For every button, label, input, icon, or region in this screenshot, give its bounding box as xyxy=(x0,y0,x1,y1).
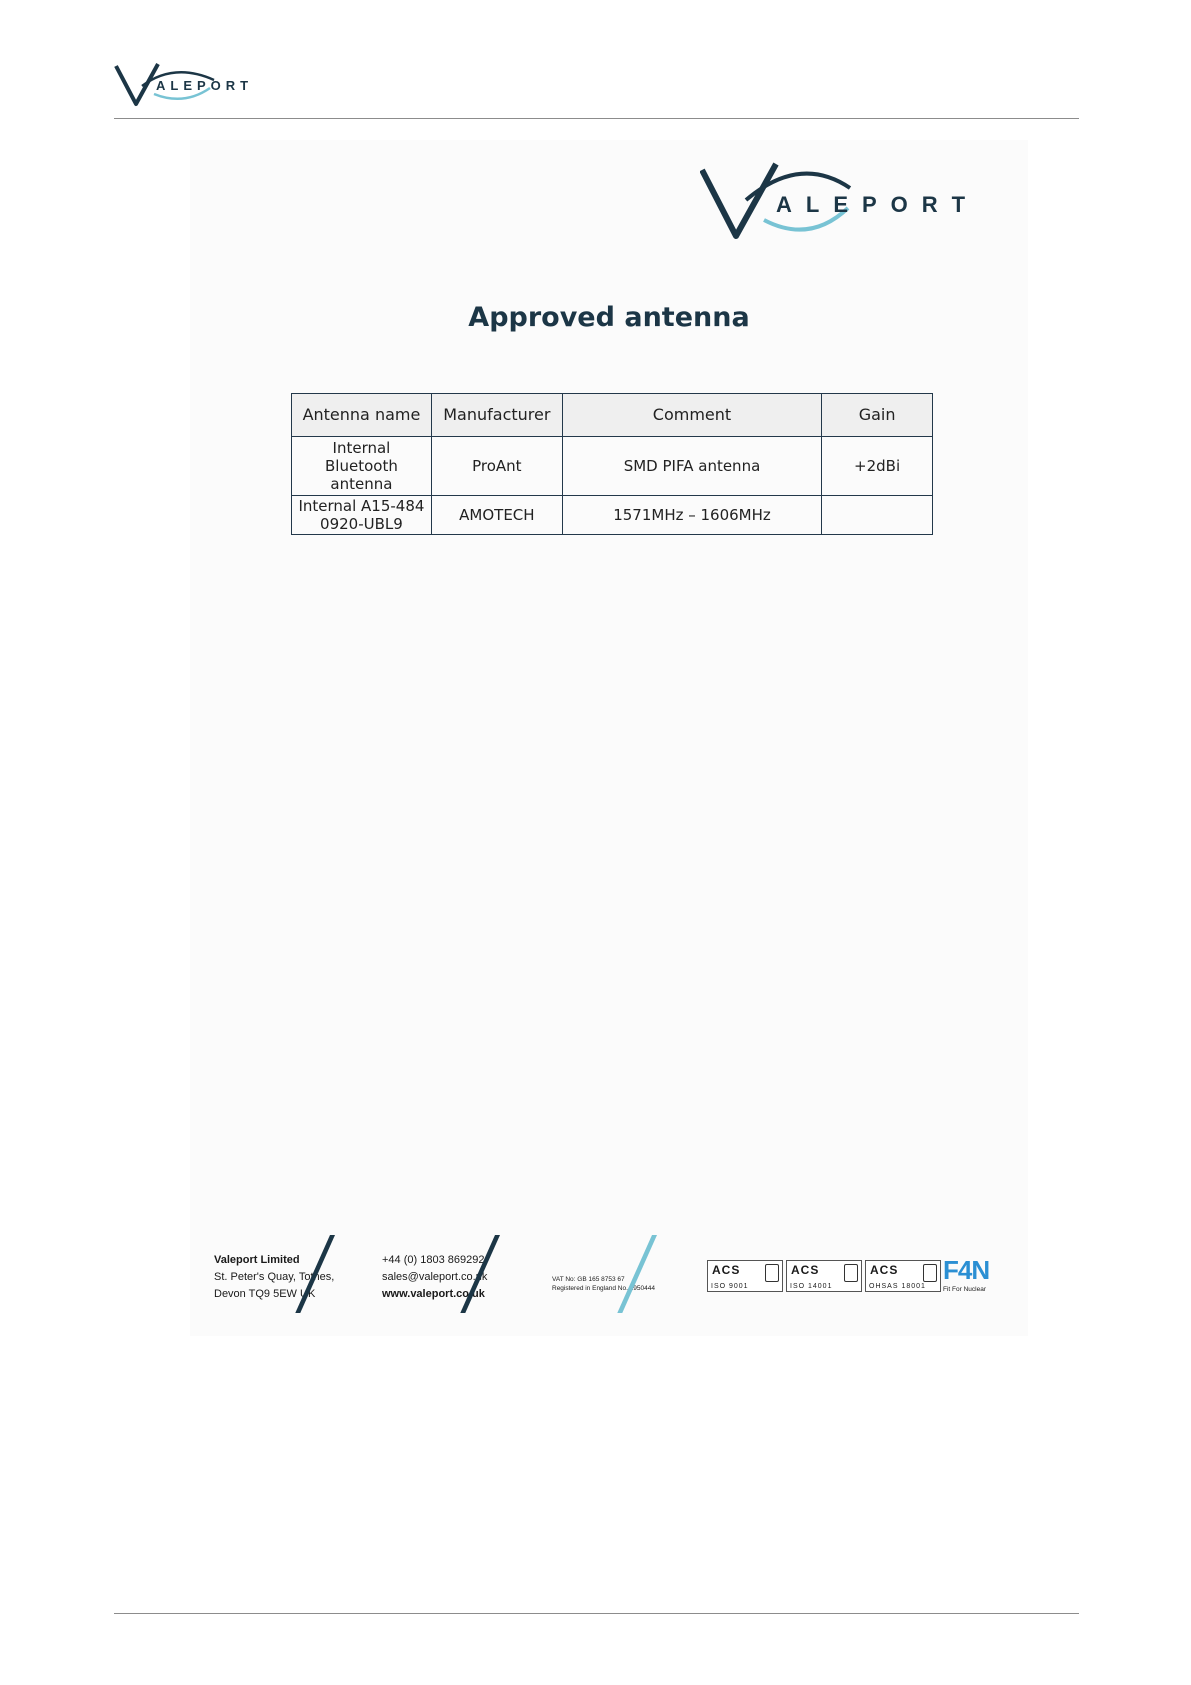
svg-text:ALEPORT: ALEPORT xyxy=(156,78,254,93)
vat-number: VAT No: GB 165 8753 67 xyxy=(552,1276,625,1283)
email-address[interactable]: sales@valeport.co.uk xyxy=(382,1271,488,1283)
address-line-2: Devon TQ9 5EW UK xyxy=(214,1288,316,1300)
f4n-logo: F4N xyxy=(943,1255,990,1285)
column-header-gain: Gain xyxy=(822,394,933,437)
sheet-footer xyxy=(210,1235,1010,1315)
ukas-seal-icon xyxy=(765,1264,779,1282)
footer-divider xyxy=(114,1613,1079,1614)
cell-antenna-name: Internal Bluetooth antenna xyxy=(292,437,432,496)
cell-comment: 1571MHz – 1606MHz xyxy=(562,496,821,535)
address-line-1: St. Peter's Quay, Totnes, xyxy=(214,1271,335,1283)
certification-badge xyxy=(707,1260,783,1292)
cell-gain xyxy=(822,496,933,535)
column-header-antenna-name: Antenna name xyxy=(292,394,432,437)
page-title: Approved antenna xyxy=(468,302,750,333)
registration-number: Registered in England No. 1950444 xyxy=(552,1285,655,1292)
svg-text:ALEPORT: ALEPORT xyxy=(776,192,980,217)
f4n-tagline: Fit For Nuclear xyxy=(943,1286,986,1293)
certification-standard: ISO 9001 xyxy=(711,1283,749,1290)
ukas-seal-icon xyxy=(923,1264,937,1282)
cell-manufacturer: AMOTECH xyxy=(431,496,562,535)
acs-mark: ACS xyxy=(870,1263,899,1277)
certification-standard: ISO 14001 xyxy=(790,1283,833,1290)
document-sheet xyxy=(190,140,1028,1336)
certification-badge xyxy=(865,1260,941,1292)
certification-badge xyxy=(786,1260,862,1292)
acs-mark: ACS xyxy=(791,1263,820,1277)
table-row xyxy=(292,496,933,535)
cell-comment: SMD PIFA antenna xyxy=(562,437,821,496)
cell-antenna-name: Internal A15-4840920-UBL9 xyxy=(292,496,432,535)
cell-gain: +2dBi xyxy=(822,437,933,496)
header-divider xyxy=(114,118,1079,119)
divider-slash-accent xyxy=(617,1235,657,1313)
table-row xyxy=(292,437,933,496)
approved-antenna-table xyxy=(291,393,933,535)
table-header-row xyxy=(292,394,933,437)
acs-mark: ACS xyxy=(712,1263,741,1277)
valeport-logo-header xyxy=(114,60,274,108)
website-link[interactable]: www.valeport.co.uk xyxy=(382,1288,485,1300)
certification-standard: OHSAS 18001 xyxy=(869,1283,926,1290)
cell-manufacturer: ProAnt xyxy=(431,437,562,496)
column-header-manufacturer: Manufacturer xyxy=(431,394,562,437)
column-header-comment: Comment xyxy=(562,394,821,437)
company-name: Valeport Limited xyxy=(214,1254,300,1266)
valeport-logo xyxy=(700,160,990,240)
phone-number: +44 (0) 1803 869292 xyxy=(382,1254,485,1266)
ukas-seal-icon xyxy=(844,1264,858,1282)
